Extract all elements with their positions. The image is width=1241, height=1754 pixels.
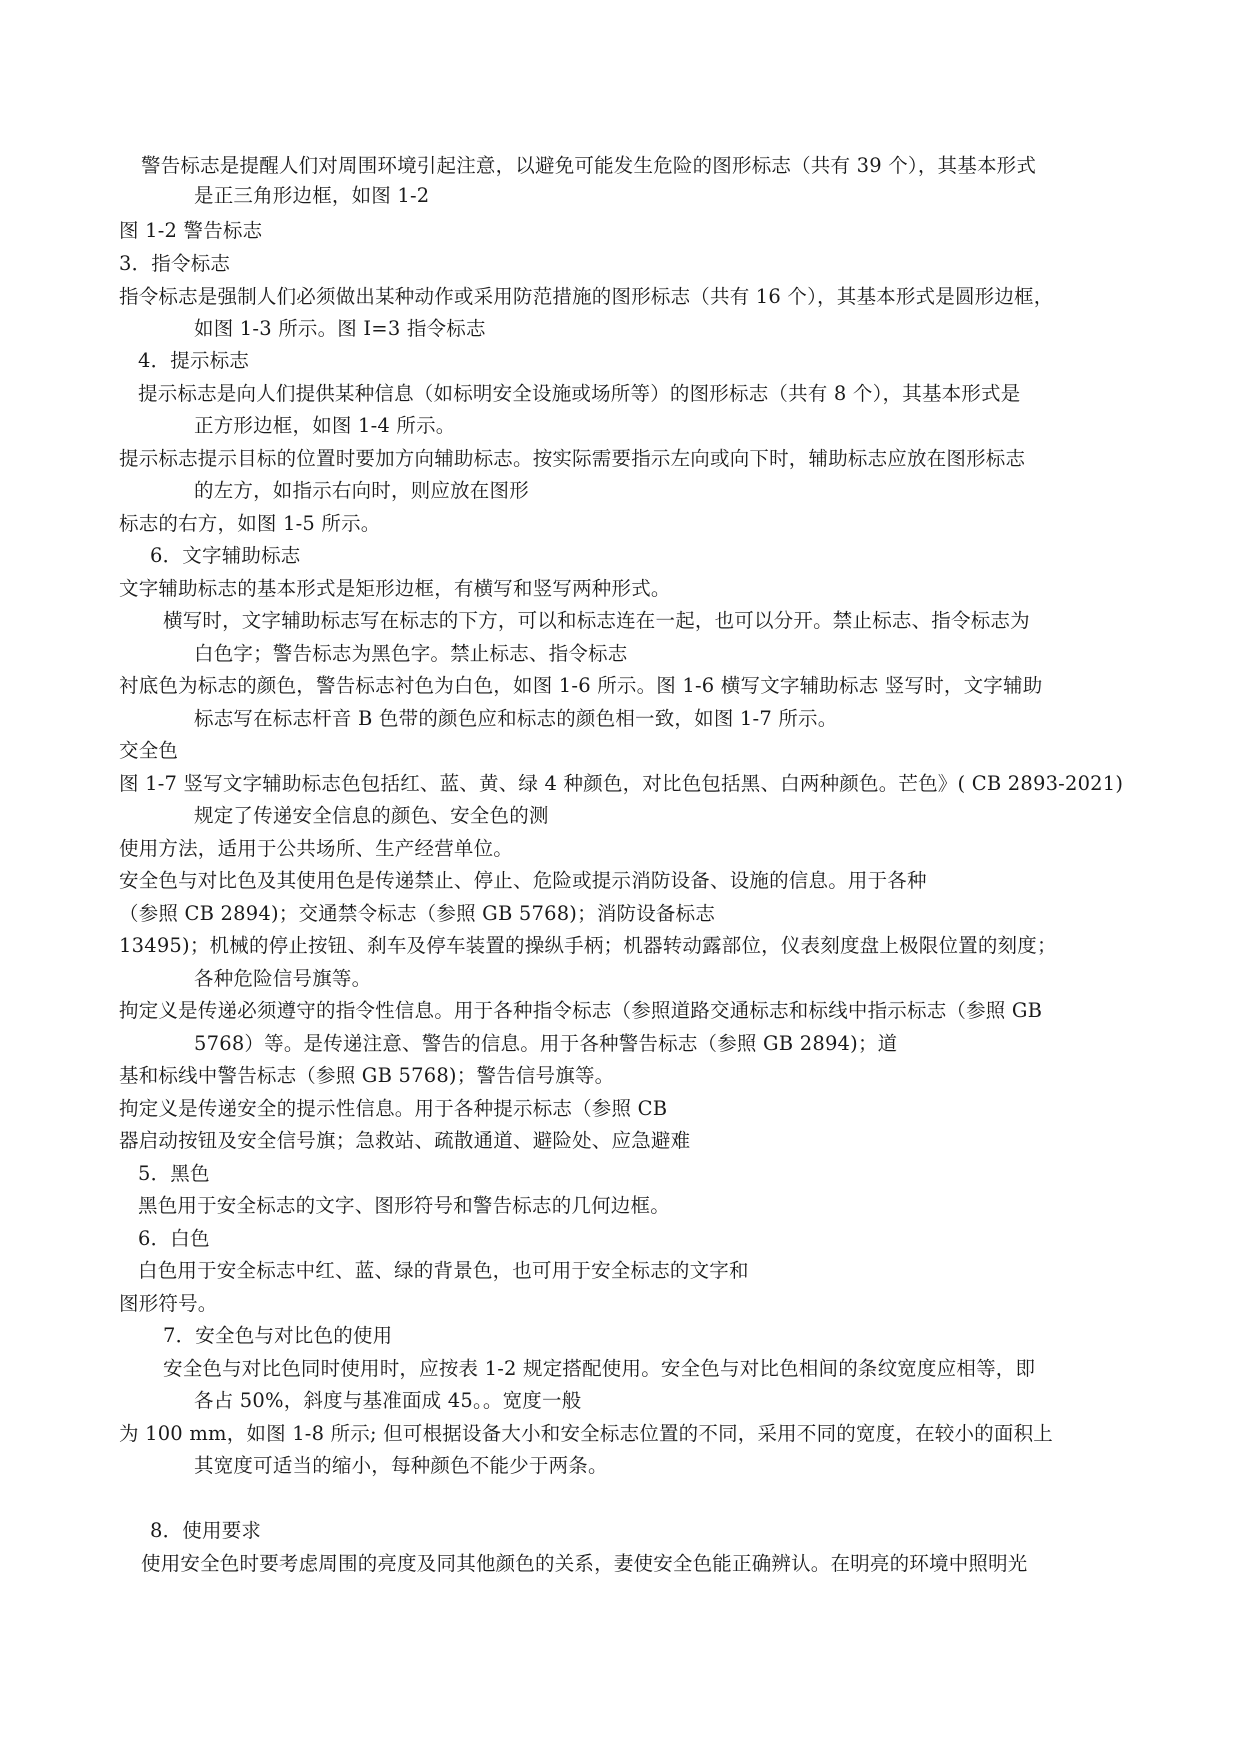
section-heading: 6．文字辅助标志 — [150, 544, 301, 567]
text-line: 指令标志是强制人们必须做出某种动作或采用防范措施的图形标志（共有 16 个），其基本形式是圆形边框， — [119, 285, 1054, 308]
text-line: 图 1-7 竖写文字辅助标志色包括红、蓝、黄、绿 4 种颜色，对比色包括黑、白两种颜色。芒色》( CB 2893-2021) — [119, 772, 1124, 795]
section-heading: 6．白色 — [138, 1227, 210, 1250]
text-line: 安全色与对比色同时使用时，应按表 1-2 规定搭配使用。安全色与对比色相间的条纹宽度应相等，即 — [163, 1357, 1036, 1380]
text-line: 安全色与对比色及其使用色是传递禁止、停止、危险或提示消防设备、设施的信息。用于各种 — [119, 869, 927, 892]
text-line: 器启动按钮及安全信号旗；急救站、疏散通道、避险处、应急避难 — [119, 1129, 691, 1152]
section-heading: 3．指令标志 — [119, 252, 231, 275]
text-line: 基和标线中警告标志（参照 GB 5768)；警告信号旗等。 — [119, 1064, 615, 1087]
figure-caption: 图 1-2 警告标志 — [119, 219, 263, 242]
section-heading: 8．使用要求 — [150, 1519, 262, 1542]
section-heading: 5．黑色 — [138, 1162, 210, 1185]
text-line: 如图 1-3 所示。图 I=3 指令标志 — [194, 317, 486, 340]
text-line: 文字辅助标志的基本形式是矩形边框，有横写和竖写两种形式。 — [119, 577, 671, 600]
text-line: 横写时，文字辅助标志写在标志的下方，可以和标志连在一起，也可以分开。禁止标志、指令标志为 — [163, 609, 1030, 632]
text-line: 13495)；机械的停止按钮、刹车及停车装置的操纵手柄；机器转动露部位，仪表刻度盘上极限位置的刻度； — [119, 934, 1057, 957]
text-line: 为 100 mm，如图 1-8 所示; 但可根据设备大小和安全标志位置的不同，采用不同的宽度，在较小的面积上 — [119, 1422, 1053, 1445]
text-line: 规定了传递安全信息的颜色、安全色的测 — [194, 804, 549, 827]
text-line: 图形符号。 — [119, 1292, 218, 1315]
text-line: 警告标志是提醒人们对周围环境引起注意，以避免可能发生危险的图形标志（共有 39 个），其基本形式 — [141, 154, 1037, 177]
text-line: 使用方法，适用于公共场所、生产经营单位。 — [119, 837, 514, 860]
section-heading: 7．安全色与对比色的使用 — [163, 1324, 393, 1347]
section-heading: 4．提示标志 — [138, 349, 250, 372]
text-line: 正方形边框，如图 1-4 所示。 — [194, 414, 456, 437]
text-line: 标志的右方，如图 1-5 所示。 — [119, 512, 381, 535]
text-line: 的左方，如指示右向时，则应放在图形 — [194, 479, 529, 502]
text-line: 使用安全色时要考虑周围的亮度及同其他颜色的关系，妻使安全色能正确辨认。在明亮的环境中照明光 — [141, 1552, 1028, 1575]
text-line: 拘定义是传递必须遵守的指令性信息。用于各种指令标志（参照道路交通标志和标线中指示标志（参照 GB — [119, 999, 1043, 1022]
text-line: 黑色用于安全标志的文字、图形符号和警告标志的几何边框。 — [138, 1194, 670, 1217]
text-line: 各种危险信号旗等。 — [194, 967, 372, 990]
text-line: 其宽度可适当的缩小，每种颜色不能少于两条。 — [194, 1454, 608, 1477]
text-line: 交全色 — [119, 739, 179, 762]
text-line: 提示标志是向人们提供某种信息（如标明安全设施或场所等）的图形标志（共有 8 个），其基本形式是 — [138, 382, 1021, 405]
text-line: 5768）等。是传递注意、警告的信息。用于各种警告标志（参照 GB 2894)；道 — [194, 1032, 898, 1055]
text-line: 白色用于安全标志中红、蓝、绿的背景色，也可用于安全标志的文字和 — [138, 1259, 749, 1282]
text-line: （参照 CB 2894)；交通禁令标志（参照 GB 5768)；消防设备标志 — [119, 902, 716, 925]
text-line: 白色字；警告标志为黑色字。禁止标志、指令标志 — [194, 642, 628, 665]
text-line: 拘定义是传递安全的提示性信息。用于各种提示标志（参照 CB — [119, 1097, 668, 1120]
text-line: 各占 50%，斜度与基准面成 45。。宽度一般 — [194, 1389, 582, 1412]
text-line: 衬底色为标志的颜色，警告标志衬色为白色，如图 1-6 所示。图 1-6 横写文字辅助标志 竖写时，文字辅助 — [119, 674, 1043, 697]
text-line: 提示标志提示目标的位置时要加方向辅助标志。按实际需要指示左向或向下时，辅助标志应放在图形标志 — [119, 447, 1026, 470]
text-line: 是正三角形边框，如图 1-2 — [194, 184, 430, 207]
text-line: 标志写在标志杆音 B 色带的颜色应和标志的颜色相一致，如图 1-7 所示。 — [194, 707, 838, 730]
